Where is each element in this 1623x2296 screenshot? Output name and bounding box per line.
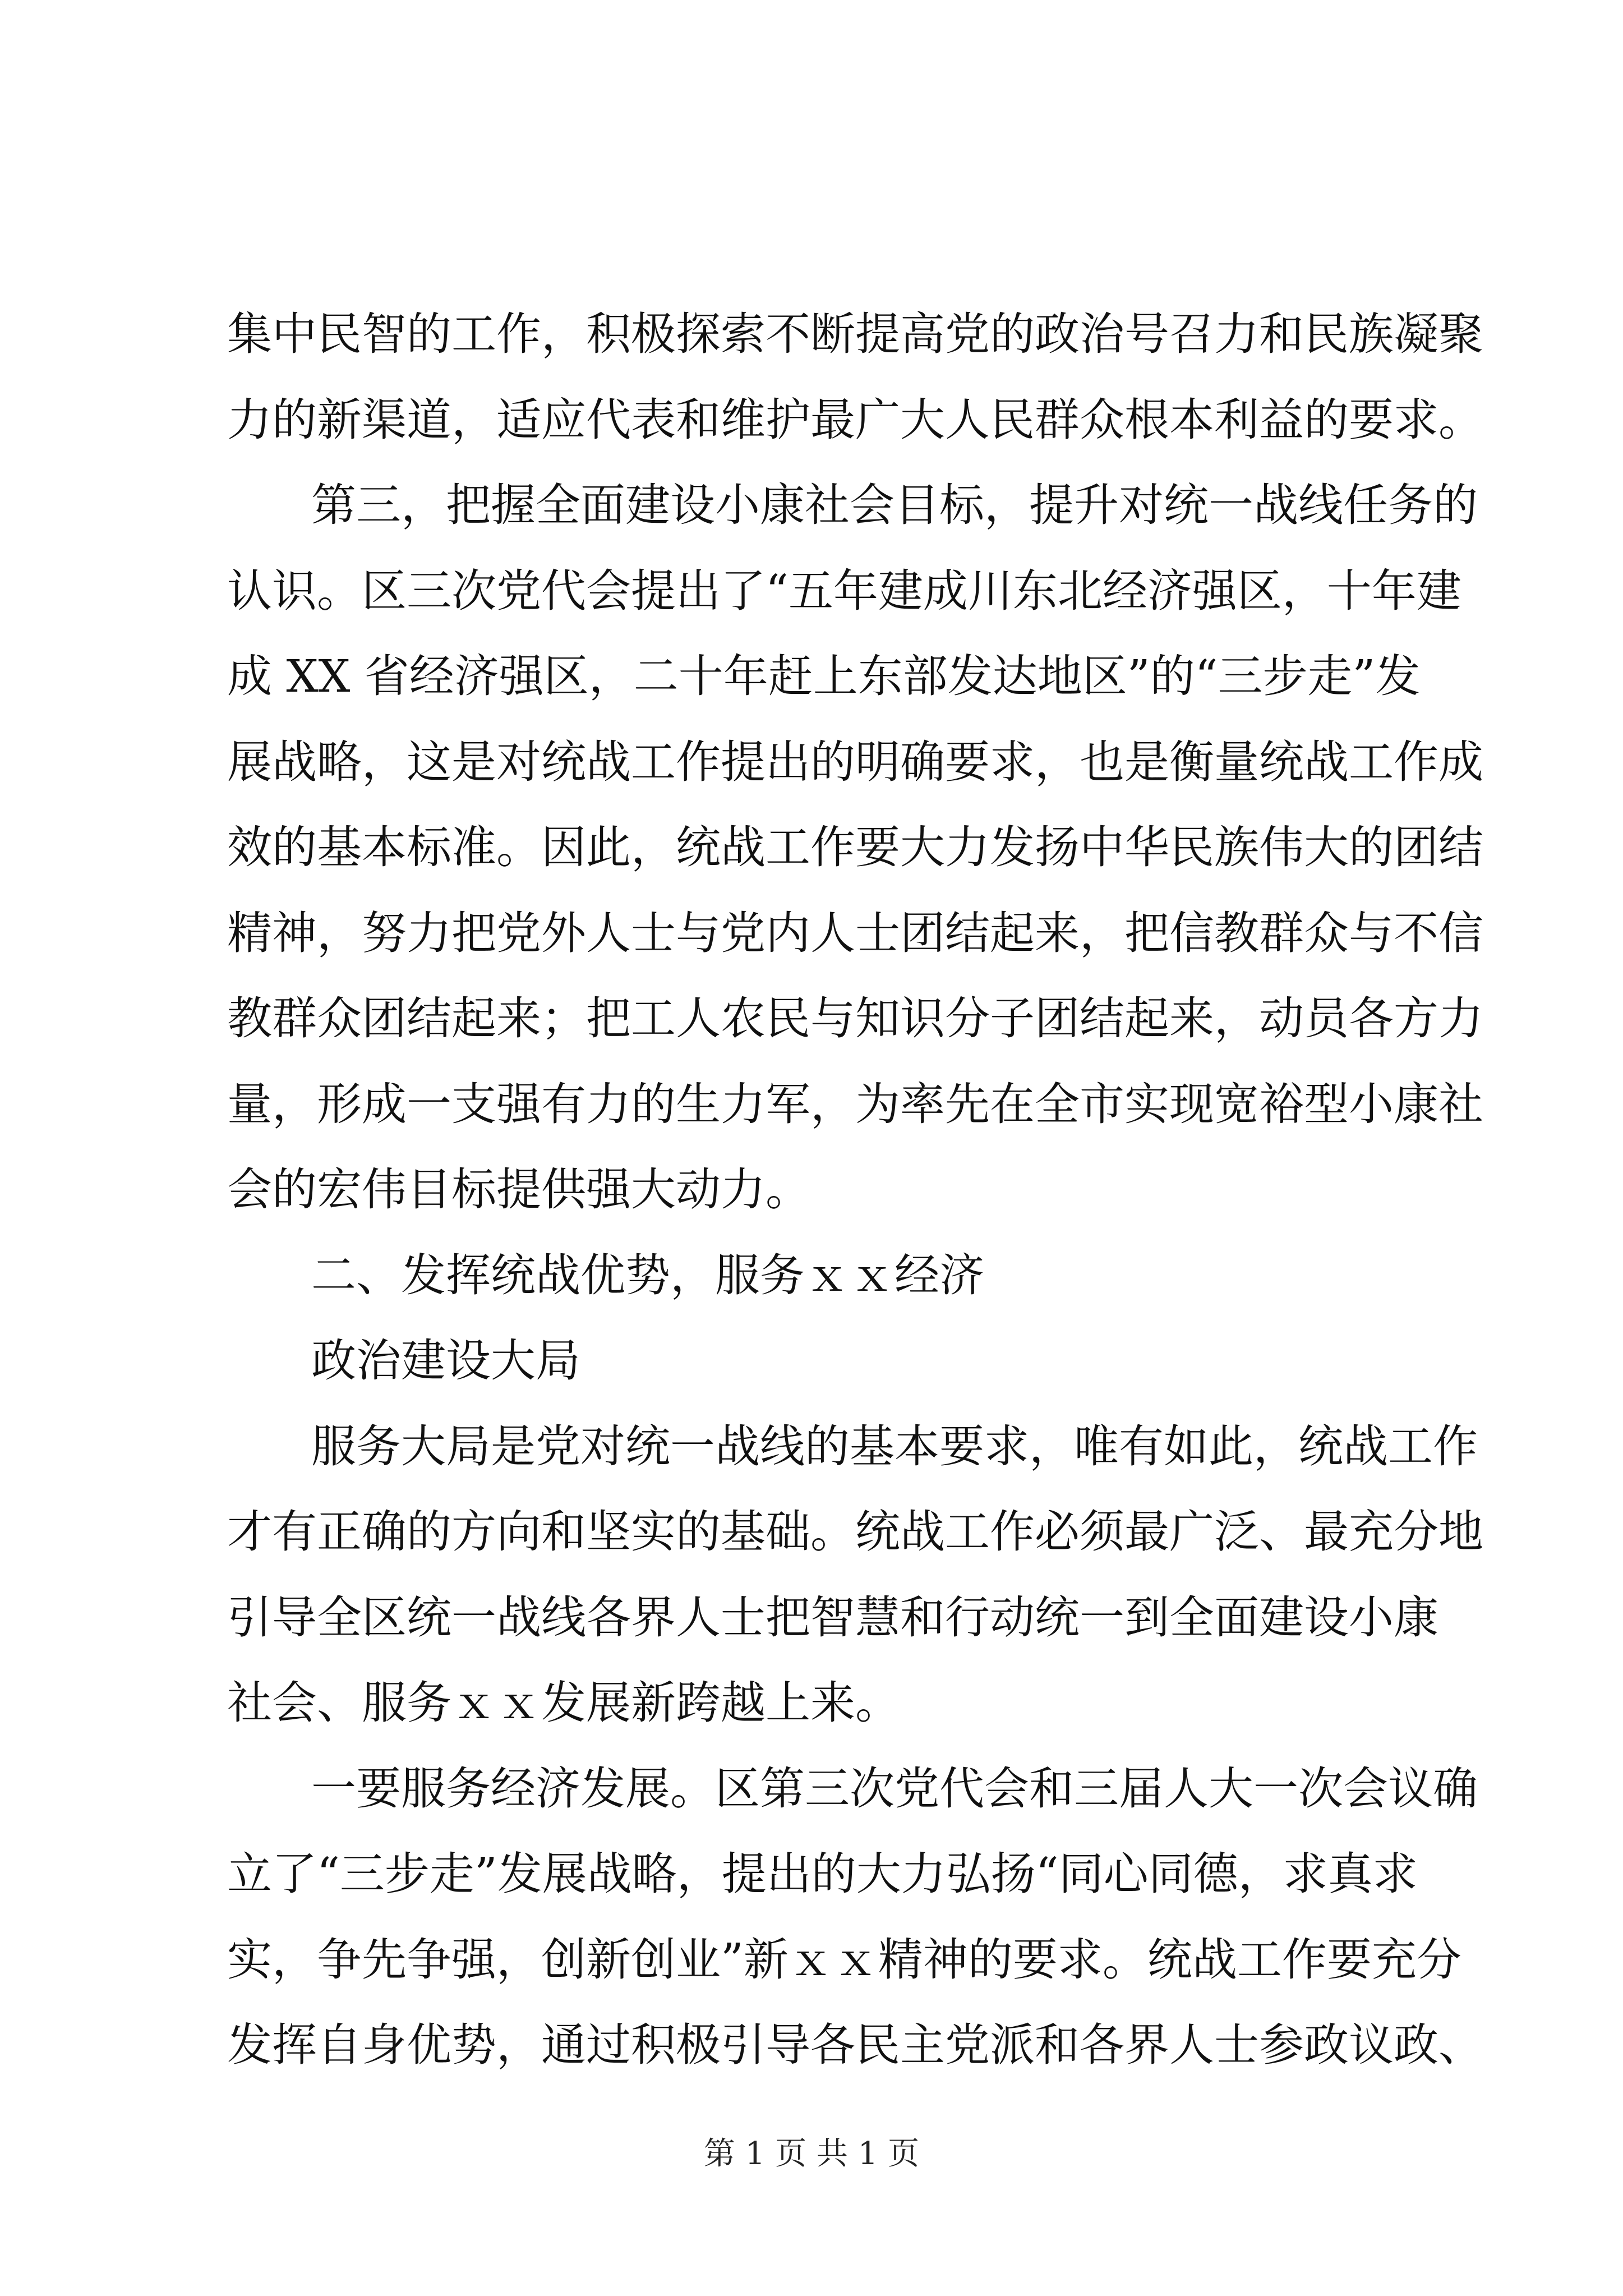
text-line: 会的宏伟目标提供强大动力。 xyxy=(227,1163,810,1216)
section-heading: 二、发挥统战优势，服务ｘｘ经济 xyxy=(311,1249,984,1301)
page-footer: 第 1 页 共 1 页 xyxy=(703,2136,920,2172)
text-line: 成 XX 省经济强区，二十年赶上东部发达地区”的“三步走”发 xyxy=(227,650,1421,702)
document-body xyxy=(227,292,1483,2088)
text-line: 引导全区统一战线各界人士把智慧和行动统一到全面建设小康 xyxy=(227,1591,1438,1644)
text-line: 发挥自身优势，通过积极引导各民主党派和各界人士参政议政、 xyxy=(227,2019,1483,2071)
text-line: 精神，努力把党外人士与党内人士团结起来，把信教群众与不信 xyxy=(227,907,1483,959)
text-line: 集中民智的工作，积极探索不断提高党的政治号召力和民族凝聚 xyxy=(227,308,1483,360)
text-line: 一要服务经济发展。区第三次党代会和三届人大一次会议确 xyxy=(311,1762,1478,1815)
text-line: 力的新渠道，适应代表和维护最广大人民群众根本利益的要求。 xyxy=(227,393,1483,446)
text-line: 社会、服务ｘｘ发展新跨越上来。 xyxy=(227,1677,900,1729)
text-line: 第三，把握全面建设小康社会目标，提升对统一战线任务的 xyxy=(311,479,1478,531)
text-line: 服务大局是党对统一战线的基本要求，唯有如此，统战工作 xyxy=(311,1420,1478,1473)
section-heading-continued: 政治建设大局 xyxy=(311,1335,580,1387)
text-line: 实，争先争强，创新创业”新ｘｘ精神的要求。统战工作要充分 xyxy=(227,1933,1461,1986)
text-line: 认识。区三次党代会提出了“五年建成川东北经济强区，十年建 xyxy=(227,564,1461,617)
text-line: 教群众团结起来；把工人农民与知识分子团结起来，动员各方力 xyxy=(227,992,1483,1045)
text-line: 立了“三步走”发展战略，提出的大力弘扬“同心同德，求真求 xyxy=(227,1848,1418,1900)
text-line: 效的基本标准。因此，统战工作要大力发扬中华民族伟大的团结 xyxy=(227,821,1483,873)
text-line: 展战略，这是对统战工作提出的明确要求，也是衡量统战工作成 xyxy=(227,735,1483,788)
text-line: 才有正确的方向和坚实的基础。统战工作必须最广泛、最充分地 xyxy=(227,1506,1483,1558)
text-line: 量，形成一支强有力的生力军，为率先在全市实现宽裕型小康社 xyxy=(227,1078,1483,1130)
